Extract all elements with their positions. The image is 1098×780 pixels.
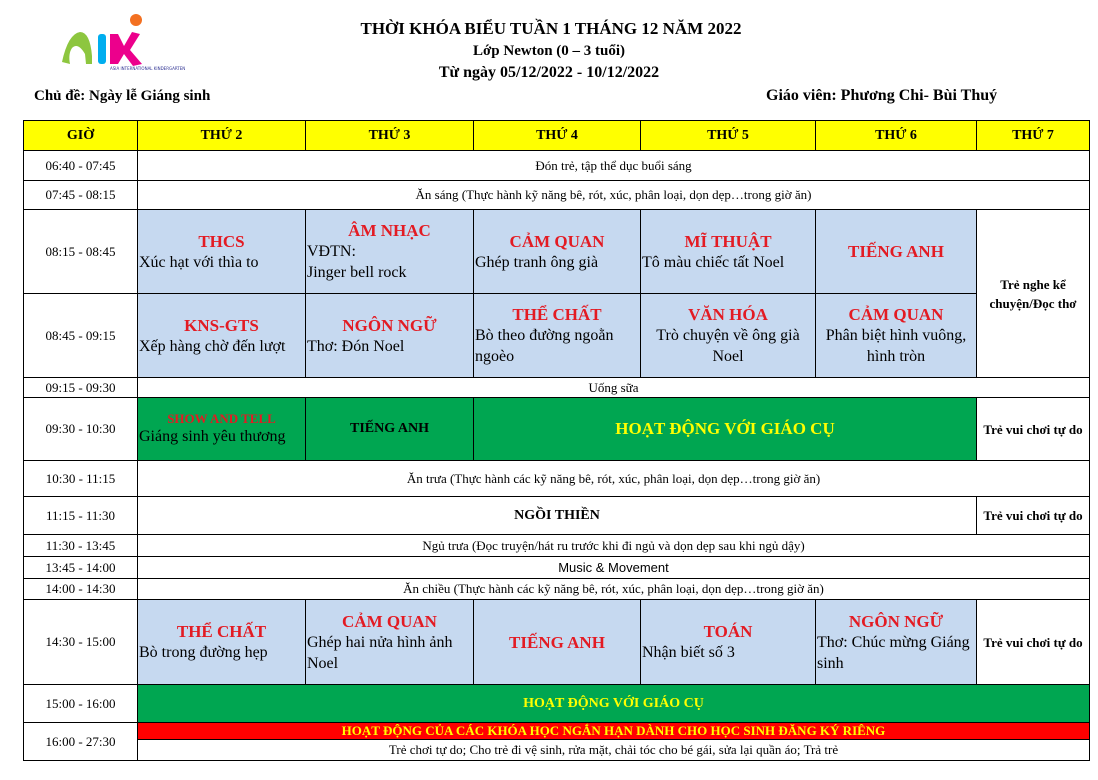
col-header-wed: THỨ 4 [474,121,641,151]
activity-desc: VĐTN: [307,243,356,260]
subject-label: SHOW AND TELL [167,411,276,426]
activity-cell [816,210,977,294]
subject-label: VĂN HÓA [688,305,768,324]
saturday-cell: Trẻ vui chơi tự do [977,497,1090,535]
table-row [24,600,1090,685]
activity-cell: HOẠT ĐỘNG VỚI GIÁO CỤ [138,685,1090,723]
table-row [24,557,1090,579]
activity-cell: HOẠT ĐỘNG VỚI GIÁO CỤ [474,398,977,461]
col-header-thu: THỨ 5 [641,121,816,151]
activity-desc: Ghép hai nửa hình ảnh Noel [307,633,453,672]
teacher-label: Giáo viên: Phương Chi- Bùi Thuý [766,87,998,104]
activity-desc: Thơ: Chúc mừng Giáng sinh [817,633,970,672]
banner-cell: HOẠT ĐỘNG CỦA CÁC KHÓA HỌC NGẮN HẠN DÀNH CHO HỌC SINH ĐĂNG KÝ RIÊNG [138,723,1090,740]
subject-label: ÂM NHẠC [348,221,431,240]
activity-desc: Nhận biết số 3 [642,644,735,661]
activity-cell: Đón trẻ, tập thể dục buổi sáng [138,151,1090,181]
subject-label: CẢM QUAN [342,611,437,631]
activity-cell: Ăn chiều (Thực hành các kỹ năng bê, rót, xúc, phân loại, dọn dẹp…trong giờ ăn) [138,579,1090,600]
activity-cell [816,294,977,378]
time-cell: 10:30 - 11:15 [24,461,138,497]
activity-cell [306,294,474,378]
logo-tagline: ASIA INTERNATIONAL KINDERGARTEN [110,66,186,71]
activity-cell: Ăn sáng (Thực hành kỹ năng bê, rót, xúc, phân loại, dọn dẹp…trong giờ ăn) [138,181,1090,210]
time-cell: 14:00 - 14:30 [24,579,138,600]
time-cell: 09:15 - 09:30 [24,378,138,398]
subject-label: KNS-GTS [184,315,259,335]
page-title: THỜI KHÓA BIỂU TUẦN 1 THÁNG 12 NĂM 2022 [360,19,742,38]
time-cell: 13:45 - 14:00 [24,557,138,579]
date-range: Từ ngày 05/12/2022 - 10/12/2022 [438,64,660,81]
table-row [24,151,1090,181]
activity-cell [641,600,816,685]
activity-desc: Trò chuyện về ông già Noel [656,327,800,365]
subject-label: TIẾNG ANH [848,242,944,261]
activity-cell: Ngủ trưa (Đọc truyện/hát ru trước khi đi ngủ và dọn dẹp sau khi ngủ dậy) [138,535,1090,557]
activity-cell [474,600,641,685]
time-cell: 11:15 - 11:30 [24,497,138,535]
activity-desc: Bò trong đường hẹp [139,644,268,661]
subject-label: THỂ CHẤT [176,622,267,641]
activity-desc: Ghép tranh ông già [475,253,599,271]
activity-desc: Bò theo đường ngoằn ngoèo [475,327,614,365]
time-cell: 11:30 - 13:45 [24,535,138,557]
activity-cell [138,600,306,685]
title-block [0,18,1098,84]
subject-label: MĨ THUẬT [684,231,772,251]
table-row [24,398,1090,461]
col-header-mon: THỨ 2 [138,121,306,151]
table-row [24,497,1090,535]
time-cell: 07:45 - 08:15 [24,181,138,210]
saturday-cell: Trẻ nghe kể chuyện/Đọc thơ [977,210,1090,378]
activity-cell: TIẾNG ANH [306,398,474,461]
activity-desc: Xúc hạt với thìa to [139,253,259,271]
saturday-cell: Trẻ vui chơi tự do [977,600,1090,685]
activity-cell [641,210,816,294]
activity-desc: Tô màu chiếc tất Noel [642,253,785,271]
table-row [24,740,1090,761]
header-row [24,121,1090,151]
time-cell: 08:45 - 09:15 [24,294,138,378]
table-row [24,535,1090,557]
activity-cell [306,600,474,685]
activity-cell: Ăn trưa (Thực hành các kỹ năng bê, rót, xúc, phân loại, dọn dẹp…trong giờ ăn) [138,461,1090,497]
activity-desc: Jinger bell rock [307,264,407,281]
subject-label: NGÔN NGỮ [342,315,437,335]
saturday-cell: Trẻ vui chơi tự do [977,398,1090,461]
table-row [24,461,1090,497]
activity-cell [474,294,641,378]
col-header-sat: THỨ 7 [977,121,1090,151]
table-row [24,210,1090,294]
activity-desc: Thơ: Đón Noel [307,337,405,355]
time-cell: 14:30 - 15:00 [24,600,138,685]
activity-cell: Uống sữa [138,378,1090,398]
activity-cell [138,398,306,461]
time-cell: 08:15 - 08:45 [24,210,138,294]
table-row [24,378,1090,398]
theme-label: Chủ đề: Ngày lễ Giáng sinh [34,88,211,104]
time-cell: 16:00 - 27:30 [24,723,138,761]
time-cell: 09:30 - 10:30 [24,398,138,461]
activity-cell: Trẻ chơi tự do; Cho trẻ đi vệ sinh, rửa mặt, chải tóc cho bé gái, sửa lại quần áo; Trả trẻ [138,740,1090,761]
table-row [24,579,1090,600]
activity-cell [138,210,306,294]
table-row [24,685,1090,723]
activity-cell: Music & Movement [138,557,1090,579]
time-cell: 06:40 - 07:45 [24,151,138,181]
activity-cell: NGỒI THIỀN [138,497,977,535]
class-line: Lớp Newton (0 – 3 tuổi) [472,43,626,59]
subject-label: THỂ CHẤT [512,305,602,324]
col-header-tue: THỨ 3 [306,121,474,151]
subject-label: TIẾNG ANH [509,632,605,652]
activity-cell [816,600,977,685]
table-row [24,723,1090,740]
subject-label: CẢM QUAN [848,305,944,324]
subject-label: NGÔN NGỮ [848,611,944,631]
subject-label: TOÁN [703,622,753,641]
activity-desc: Phân biệt hình vuông, hình tròn [825,327,967,365]
activity-cell [474,210,641,294]
activity-cell [138,294,306,378]
activity-desc: Giáng sinh yêu thương [139,428,286,445]
activity-cell [641,294,816,378]
time-cell: 15:00 - 16:00 [24,685,138,723]
table-row [24,294,1090,378]
subject-label: CẢM QUAN [509,231,605,251]
timetable [23,120,1090,761]
col-header-fri: THỨ 6 [816,121,977,151]
activity-desc: Xếp hàng chờ đến lượt [139,337,286,355]
subject-label: THCS [198,231,245,251]
col-header-time: GIỜ [24,121,138,151]
activity-cell [306,210,474,294]
table-row [24,181,1090,210]
